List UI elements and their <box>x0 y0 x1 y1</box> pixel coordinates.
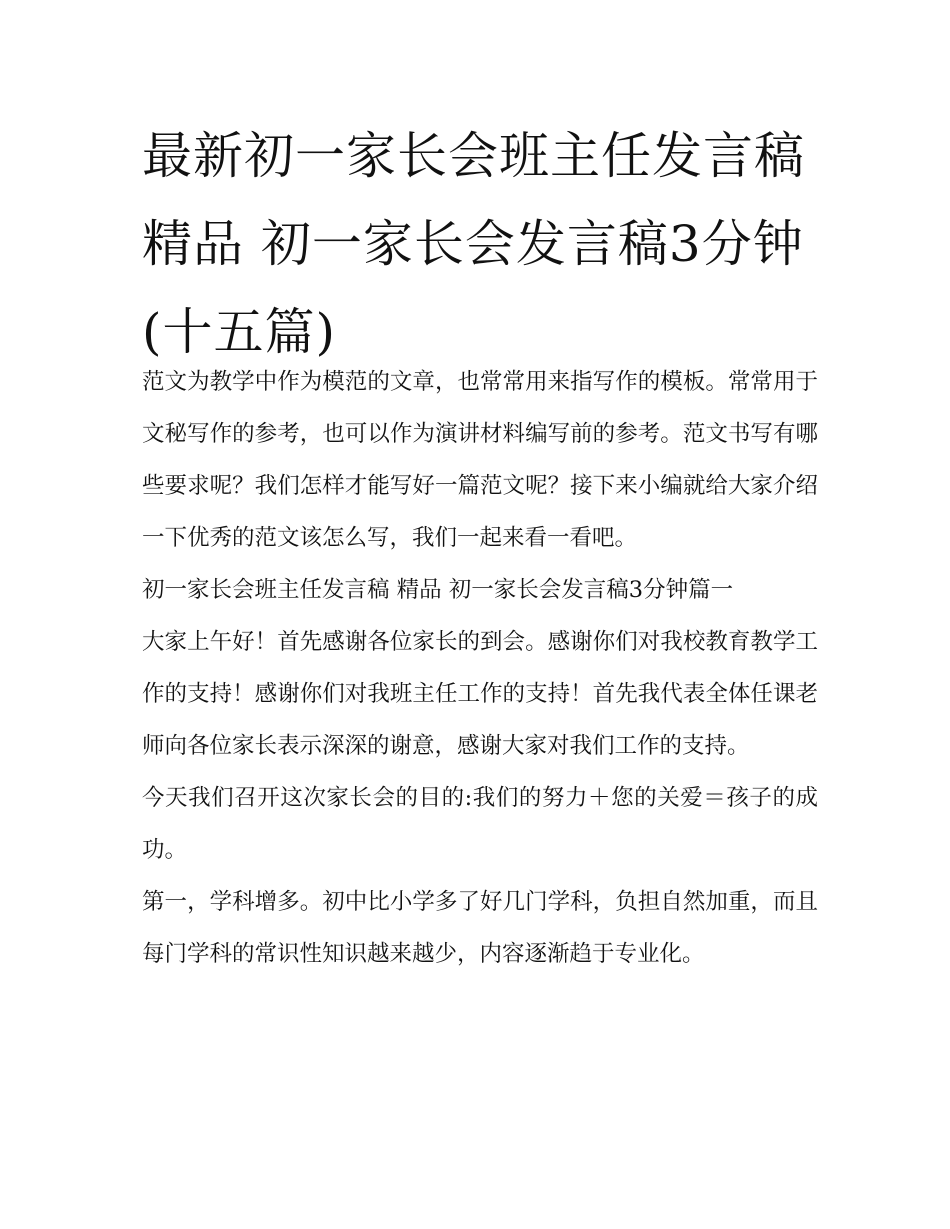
greeting-paragraph: 大家上午好！首先感谢各位家长的到会。感谢你们对我校教育教学工作的支持！感谢你们对我班主任工作的支持！首先我代表全体任课老师向各位家长表示深深的谢意，感谢大家对我们工作的支持。 <box>142 629 818 759</box>
document-title: 最新初一家长会班主任发言稿精品 初一家长会发言稿3分钟(十五篇) <box>142 127 805 361</box>
document-body <box>142 356 818 980</box>
first-point-paragraph: 第一，学科增多。初中比小学多了好几门学科，负担自然加重，而且每门学科的常识性知识越来越少，内容逐渐趋于专业化。 <box>142 889 818 967</box>
purpose-paragraph: 今天我们召开这次家长会的目的:我们的努力＋您的关爱＝孩子的成功。 <box>142 785 818 863</box>
section-heading-paragraph: 初一家长会班主任发言稿 精品 初一家长会发言稿3分钟篇一 <box>142 577 734 603</box>
intro-paragraph: 范文为教学中作为模范的文章，也常常用来指写作的模板。常常用于文秘写作的参考，也可以作为演讲材料编写前的参考。范文书写有哪些要求呢？我们怎样才能写好一篇范文呢？接下来小编就给大家介绍一下优秀的范文该怎么写，我们一起来看一看吧。 <box>142 369 818 551</box>
